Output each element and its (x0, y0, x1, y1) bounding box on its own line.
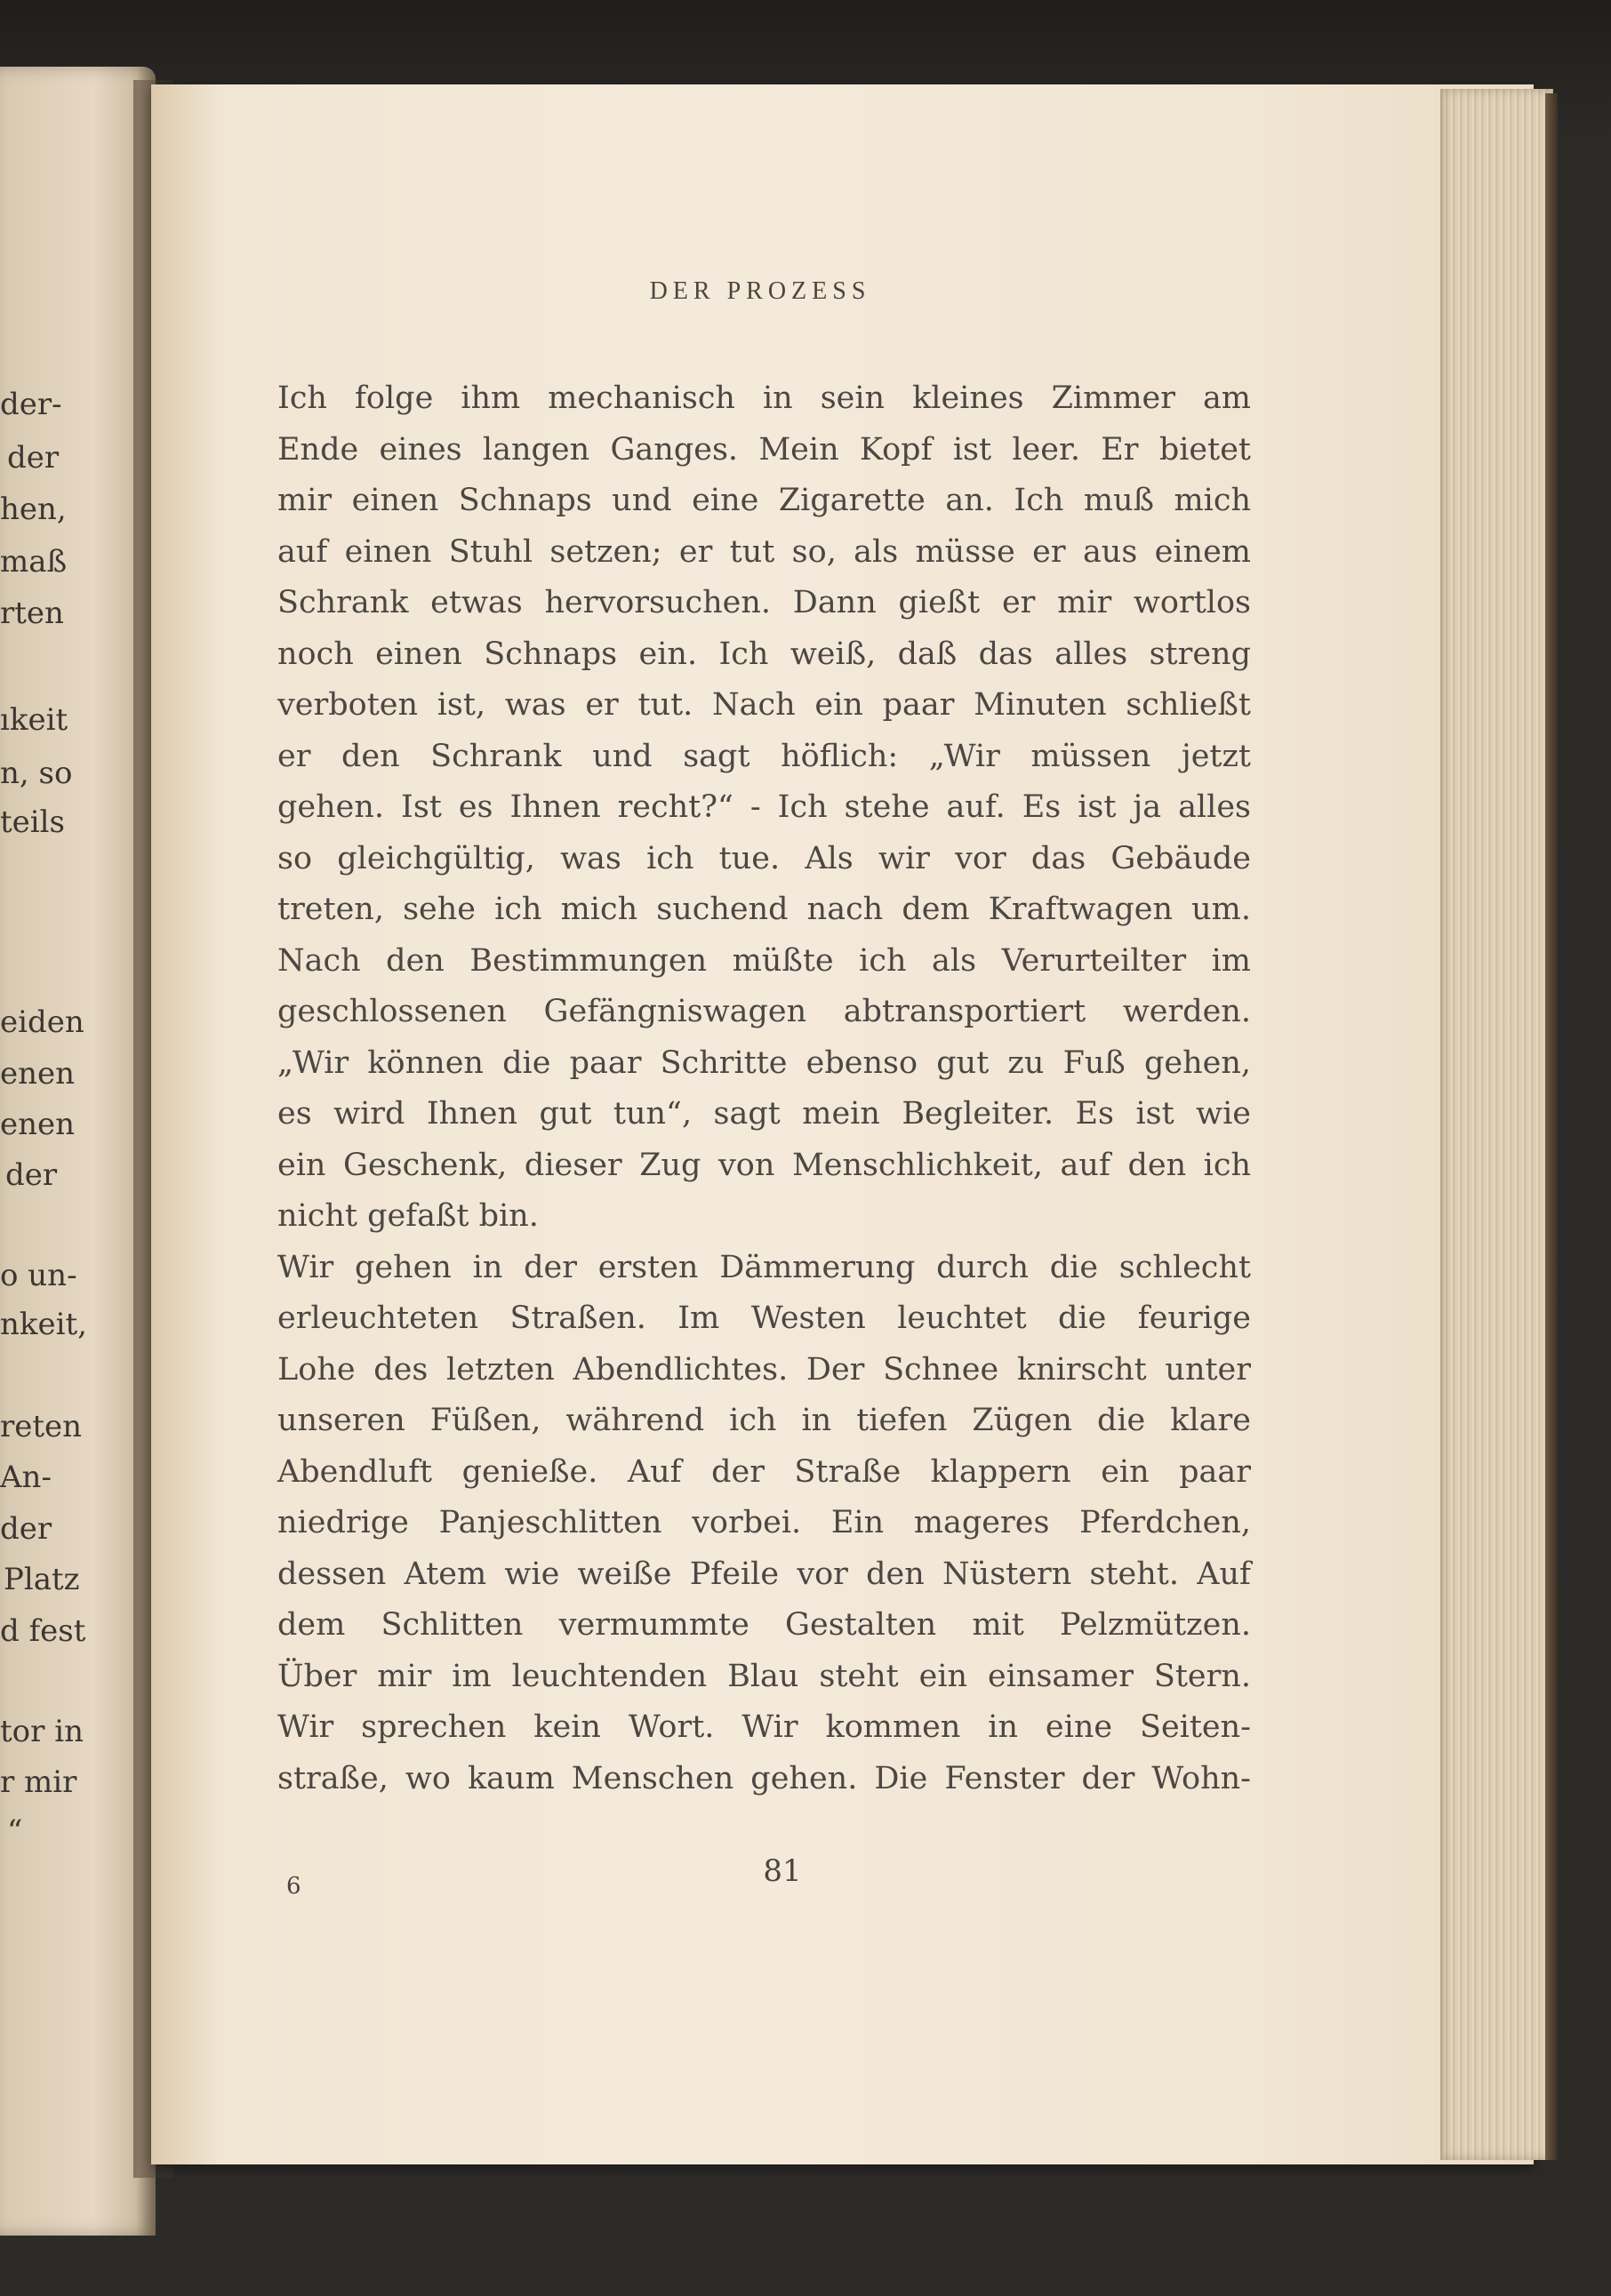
text-line: Ich folge ihm mechanisch in sein kleines Zimmer am (277, 380, 1251, 416)
left-fragment: An- (0, 1460, 52, 1495)
text-line: so gleichgültig, was ich tue. Als wir vor das Gebäude (277, 840, 1251, 876)
left-fragment: enen (0, 1056, 76, 1092)
left-fragment: der (7, 440, 60, 476)
body-text (277, 373, 1251, 1804)
left-fragment: tor in (0, 1714, 84, 1749)
left-fragment: teils (0, 804, 65, 840)
text-line: Schrank etwas hervorsuchen. Dann gießt er mir wortlos (277, 585, 1251, 620)
text-line: Über mir im leuchtenden Blau steht ein einsamer Stern. (277, 1658, 1251, 1694)
left-fragment: o un- (0, 1258, 77, 1293)
text-line: mir einen Schnaps und eine Zigarette an. Ich muß mich (277, 483, 1251, 518)
text-line: Wir sprechen kein Wort. Wir kommen in eine Seiten- (277, 1709, 1251, 1745)
left-fragment: eiden (0, 1004, 84, 1040)
left-fragment: hen, (0, 492, 67, 527)
signature-mark: 6 (286, 1873, 301, 1900)
cover-edge (1545, 93, 1558, 2160)
text-line: verboten ist, was er tut. Nach ein paar Minuten schließt (277, 687, 1251, 723)
left-fragment: der (0, 1511, 52, 1547)
text-line: nicht gefaßt bin. (277, 1198, 539, 1234)
left-fragment: n, so (0, 756, 73, 791)
text-line: unseren Füßen, während ich in tiefen Zügen die klare (277, 1403, 1251, 1438)
text-line: gehen. Ist es Ihnen recht?“ - Ich stehe auf. Es ist ja alles (277, 789, 1251, 825)
left-fragment: d fest (0, 1613, 86, 1649)
text-line: Abendluft genieße. Auf der Straße klappern ein paar (277, 1453, 1251, 1490)
text-line: Ende eines langen Ganges. Mein Kopf ist leer. Er bietet (277, 431, 1251, 468)
left-fragment: ıkeit (0, 702, 68, 738)
text-line: Wir gehen in der ersten Dämmerung durch die schlecht (277, 1249, 1251, 1285)
text-line: er den Schrank und sagt höflich: „Wir müssen jetzt (277, 738, 1251, 774)
text-line: ein Geschenk, dieser Zug von Menschlichkeit, auf den ich (277, 1147, 1251, 1183)
left-fragment: Platz (4, 1562, 80, 1597)
text-line: Nach den Bestimmungen müßte ich als Verurteilter im (277, 942, 1251, 979)
text-line: dem Schlitten vermummte Gestalten mit Pelzmützen. (277, 1607, 1251, 1643)
text-line: noch einen Schnaps ein. Ich weiß, daß das alles streng (277, 636, 1251, 672)
text-line: geschlossenen Gefängniswagen abtransportiert werden. (277, 994, 1251, 1029)
page-edges (1440, 89, 1553, 2160)
text-line: dessen Atem wie weiße Pfeile vor den Nüstern steht. Auf (277, 1556, 1251, 1592)
text-line: Lohe des letzten Abendlichtes. Der Schnee knirscht unter (277, 1351, 1251, 1388)
left-fragment: der- (0, 387, 62, 422)
text-line: treten, sehe ich mich suchend nach dem Kraftwagen um. (277, 892, 1251, 927)
text-line: „Wir können die paar Schritte ebenso gut zu Fuß gehen, (277, 1044, 1251, 1081)
text-line: es wird Ihnen gut tun“, sagt mein Begleiter. Es ist wie (277, 1096, 1251, 1132)
left-fragment: rten (0, 596, 64, 631)
left-fragment: der (5, 1157, 58, 1193)
text-line: straße, wo kaum Menschen gehen. Die Fenster der Wohn- (277, 1760, 1251, 1796)
text-line: auf einen Stuhl setzen; er tut so, als müsse er aus einem (277, 533, 1251, 570)
text-line: erleuchteten Straßen. Im Westen leuchtet die feurige (277, 1300, 1251, 1336)
text-line: niedrige Panjeschlitten vorbei. Ein mageres Pferdchen, (277, 1505, 1251, 1540)
running-head: DER PROZESS (649, 277, 871, 305)
left-fragment: nkeit, (0, 1307, 87, 1342)
left-fragment: r mir (0, 1764, 77, 1800)
left-fragment: enen (0, 1107, 76, 1142)
left-fragment: “ (7, 1813, 23, 1849)
page-number: 81 (763, 1853, 802, 1889)
left-fragment: maß (0, 544, 68, 580)
left-fragment: reten (0, 1409, 83, 1444)
